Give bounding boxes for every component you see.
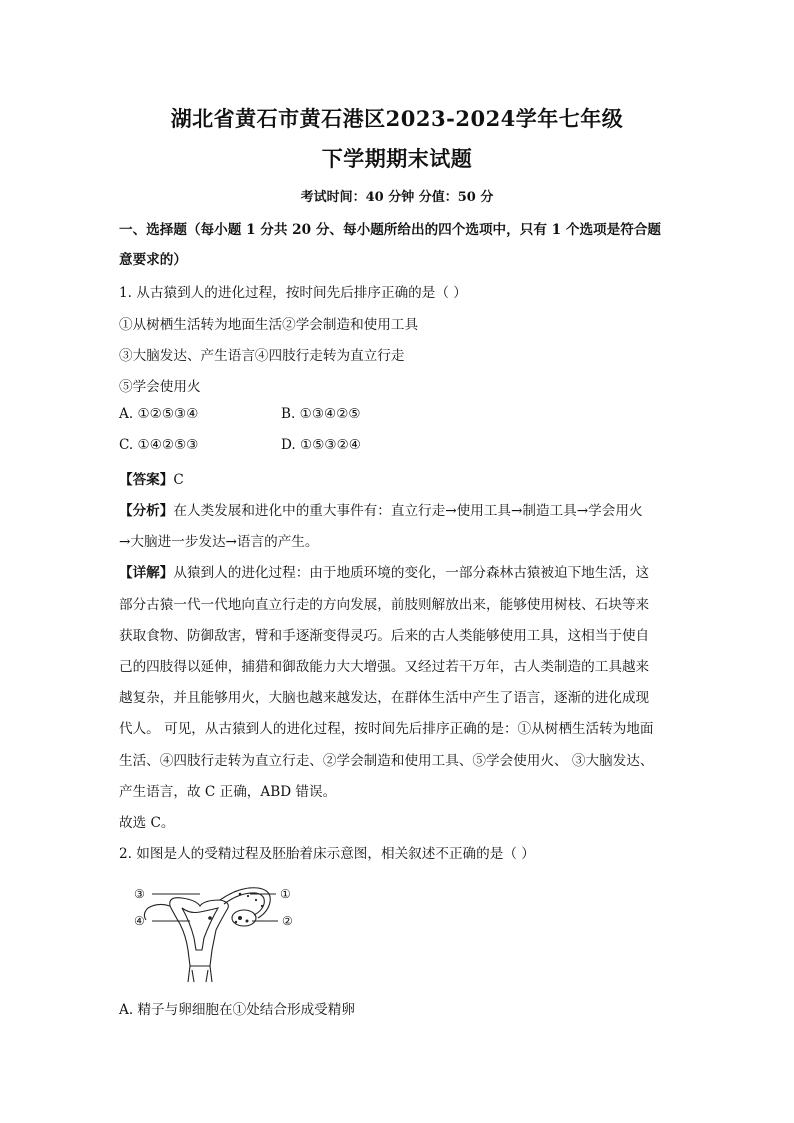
- ovum-dot: [247, 895, 249, 897]
- figure-label-2: ②: [282, 914, 293, 928]
- follicle-dot: [235, 921, 237, 923]
- detail-tag: 【详解】: [119, 565, 174, 581]
- ovum-dot: [239, 893, 242, 896]
- follicle-dot: [246, 920, 249, 923]
- q1-conclusion: 故选 C。: [119, 815, 175, 831]
- vagina-walls: [188, 966, 212, 982]
- q1-option-a: A. ①②⑤③④: [119, 406, 199, 422]
- q2-stem: 2. 如图是人的受精过程及胚胎着床示意图，相关叙述不正确的是（ ）: [119, 846, 535, 862]
- q1-detail-line4: 己的四肢得以延伸，捕猎和御敌能力大大增强。又经过若干万年，古人类制造的工具越来: [119, 659, 650, 675]
- q1-option-b: B. ①③④②⑤: [281, 406, 361, 422]
- q1-detail-line8: 产生语言，故 C 正确，ABD 错误。: [119, 784, 337, 800]
- ovum-dot: [261, 905, 263, 907]
- analysis-text: 在人类发展和进化中的重大事件有：直立行走→使用工具→制造工具→学会用火: [173, 503, 643, 519]
- uterus-outline: [170, 898, 229, 966]
- section-heading-line2: 意要求的）: [119, 252, 187, 268]
- figure-label-1: ①: [280, 887, 291, 901]
- ovary-shape: [232, 910, 256, 926]
- q1-analysis-line2: →大脑进一步发达→语言的产生。: [119, 534, 319, 550]
- exam-title-line1: 湖北省黄石市黄石港区2023-2024学年七年级: [170, 106, 624, 131]
- exam-meta: 考试时间：40 分钟 分值：50 分: [300, 190, 494, 205]
- q1-option-d: D. ①⑤③②④: [281, 437, 361, 453]
- figure-label-3: ③: [134, 887, 145, 901]
- q1-item-line2: ③大脑发达、产生语言④四肢行走转为直立行走: [119, 348, 405, 364]
- ovum-dot: [255, 899, 257, 901]
- q1-item-line1: ①从树栖生活转为地面生活②学会制造和使用工具: [119, 317, 419, 333]
- detail-text: 从猿到人的进化过程：由于地质环境的变化，一部分森林古猿被迫下地生活，这: [173, 565, 650, 581]
- q1-stem: 1. 从古猿到人的进化过程，按时间先后排序正确的是（ ）: [119, 285, 467, 301]
- q1-detail-line2: 部分古猿一代一代地向直立行走的方向发展，前肢则解放出来，能够使用树枝、石块等来: [119, 597, 650, 613]
- vagina-inner: [192, 970, 208, 982]
- analysis-tag: 【分析】: [119, 503, 174, 519]
- q1-analysis-line1: [119, 499, 643, 519]
- answer-value: C: [173, 472, 184, 488]
- q1-detail-line3: 获取食物、防御敌害，臂和手逐渐变得灵巧。后来的古人类能够使用工具，这相当于使自: [119, 628, 650, 644]
- figure-label-4: ④: [134, 914, 145, 928]
- q1-detail-line6: 代人。 可见，从古猿到人的进化过程，按时间先后排序正确的是：①从树栖生活转为地面: [119, 721, 654, 737]
- q2-option-a: A. 精子与卵细胞在①处结合形成受精卵: [119, 1002, 355, 1018]
- reproductive-system-diagram: [130, 878, 320, 988]
- q1-detail-line1: [119, 561, 649, 581]
- embryo-dot: [208, 916, 212, 920]
- follicle-dot: [238, 916, 242, 920]
- q1-option-c: C. ①④②⑤③: [119, 437, 199, 453]
- right-tube-inner: [224, 893, 264, 915]
- q1-item-line3: ⑤学会使用火: [119, 379, 201, 395]
- section-heading-line1: 一、选择题（每小题 1 分共 20 分、每小题所给出的四个选项中，只有 1 个选项是符合题: [119, 222, 662, 238]
- left-tube: [144, 904, 170, 920]
- exam-title-line2: 下学期期末试题: [321, 146, 473, 171]
- q1-answer: [119, 468, 184, 488]
- answer-tag: 【答案】: [119, 472, 174, 488]
- q1-detail-line7: 生活、④四肢行走转为直立行走、②学会制造和使用工具、⑤学会使用火、 ③大脑发达、: [119, 753, 654, 769]
- q1-detail-line5: 越复杂，并且能够用火，大脑也越来越发达，在群体生活中产生了语言，逐渐的进化成现: [119, 690, 650, 706]
